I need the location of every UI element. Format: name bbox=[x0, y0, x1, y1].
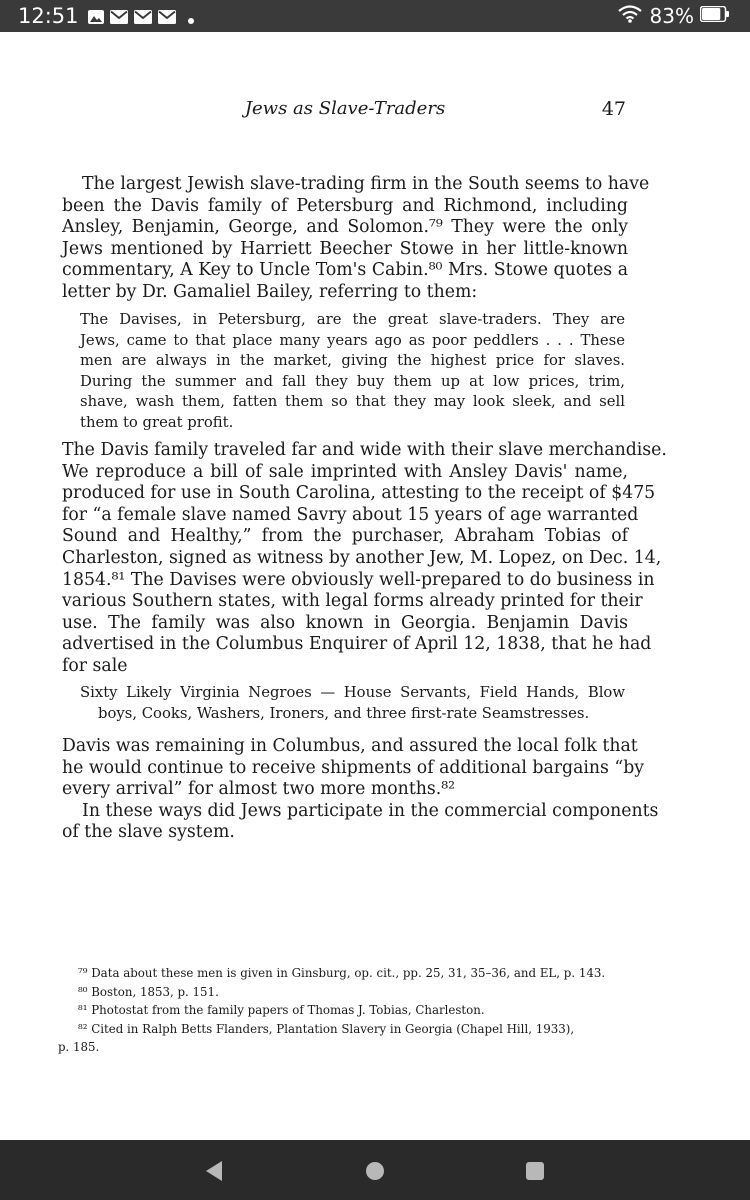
footnote-82-cont: p. 185. bbox=[58, 1040, 100, 1054]
text-line: use. The family was also known in Georgia. Benjamin Davis bbox=[62, 612, 628, 633]
text-line: produced for use in South Carolina, attesting to the receipt of $475 bbox=[62, 483, 656, 504]
text-line: Ansley, Benjamin, George, and Solomon.⁷⁹ They were the only bbox=[62, 217, 628, 238]
running-title: Jews as Slave-Traders bbox=[244, 98, 446, 119]
text-line: for sale bbox=[62, 655, 128, 676]
footnote-82: ⁸² Cited in Ralph Betts Flanders, Plantation Slavery in Georgia (Chapel Hill, 1933), bbox=[78, 1021, 575, 1036]
status-time: 12:51 bbox=[18, 4, 79, 28]
mail-icon bbox=[158, 9, 176, 28]
quote-line: During the summer and fall they buy them up at low prices, trim, bbox=[80, 372, 625, 390]
quote-line: boys, Cooks, Washers, Ironers, and three first-rate Seamstresses. bbox=[98, 704, 590, 722]
running-head bbox=[0, 98, 750, 122]
notification-icons bbox=[88, 9, 200, 28]
wifi-icon bbox=[618, 5, 642, 27]
page-number: 47 bbox=[601, 98, 626, 120]
block-quote-1 bbox=[80, 310, 625, 433]
image-icon bbox=[88, 9, 104, 28]
status-bar bbox=[0, 0, 750, 32]
quote-line: The Davises, in Petersburg, are the great slave-traders. They are bbox=[80, 311, 625, 328]
status-right bbox=[618, 4, 730, 28]
home-circle-icon[interactable] bbox=[358, 1154, 392, 1188]
text-line: In these ways did Jews participate in the commercial components bbox=[82, 800, 659, 821]
footnote-81: ⁸¹ Photostat from the family papers of Thomas J. Tobias, Charleston. bbox=[78, 1003, 485, 1017]
quote-line: men are always in the market, giving the highest price for slaves. bbox=[80, 352, 625, 369]
paragraph-1 bbox=[62, 174, 650, 304]
footnote-80: ⁸⁰ Boston, 1853, p. 151. bbox=[78, 984, 219, 999]
text-line: he would continue to receive shipments of additional bargains “by bbox=[62, 757, 645, 778]
text-line: Jews mentioned by Harriett Beecher Stowe in her little-known bbox=[62, 238, 628, 259]
mail-icon bbox=[134, 9, 152, 28]
text-line: Davis was remaining in Columbus, and assured the local folk that bbox=[62, 736, 638, 756]
text-line: advertised in the Columbus Enquirer of April 12, 1838, that he had bbox=[62, 634, 652, 655]
battery-percent: 83% bbox=[649, 4, 694, 28]
battery-icon bbox=[700, 6, 730, 26]
text-line: letter by Dr. Gamaliel Bailey, referring to them: bbox=[62, 281, 478, 302]
footnotes bbox=[58, 964, 632, 1057]
text-line: commentary, A Key to Uncle Tom's Cabin.⁸⁰ Mrs. Stowe quotes a bbox=[62, 260, 628, 281]
quote-line: Jews, came to that place many years ago as poor peddlers . . . These bbox=[80, 331, 625, 349]
quote-line: shave, wash them, fatten them so that they may look sleek, and sell bbox=[80, 393, 625, 410]
block-quote-2 bbox=[80, 683, 625, 724]
text-line: of the slave system. bbox=[62, 822, 235, 843]
text-line: Charleston, signed as witness by another Jew, M. Lopez, on Dec. 14, bbox=[62, 547, 662, 568]
navigation-bar bbox=[0, 1140, 750, 1200]
dot-icon bbox=[188, 9, 194, 28]
text-line: We reproduce a bill of sale imprinted with Ansley Davis' name, bbox=[62, 461, 628, 482]
text-line: 1854.⁸¹ The Davises were obviously well-prepared to do business in bbox=[62, 569, 655, 590]
text-line: every arrival” for almost two more months.⁸² bbox=[62, 779, 456, 800]
text-line: been the Davis family of Petersburg and Richmond, including bbox=[62, 195, 628, 216]
quote-line: Sixty Likely Virginia Negroes — House Servants, Field Hands, Blow bbox=[80, 684, 625, 701]
footnote-79: ⁷⁹ Data about these men is given in Ginsburg, op. cit., pp. 25, 31, 35–36, and EL, p. 143. bbox=[78, 966, 606, 980]
text-line: Sound and Healthy,” from the purchaser, Abraham Tobias of bbox=[62, 526, 628, 547]
recents-square-icon[interactable] bbox=[518, 1154, 552, 1188]
mail-icon bbox=[110, 9, 128, 28]
text-line: The largest Jewish slave-trading firm in the South seems to have bbox=[82, 174, 650, 194]
text-line: The Davis family traveled far and wide with their slave merchandise. bbox=[62, 440, 667, 460]
quote-line: them to great profit. bbox=[80, 413, 234, 431]
paragraph-2 bbox=[62, 440, 667, 678]
book-page[interactable] bbox=[0, 32, 750, 1140]
text-line: various Southern states, with legal forms already printed for their bbox=[62, 591, 643, 612]
paragraph-3 bbox=[62, 736, 659, 844]
text-line: for “a female slave named Savry about 15 years of age warranted bbox=[62, 504, 639, 525]
back-triangle-icon[interactable] bbox=[197, 1154, 231, 1188]
